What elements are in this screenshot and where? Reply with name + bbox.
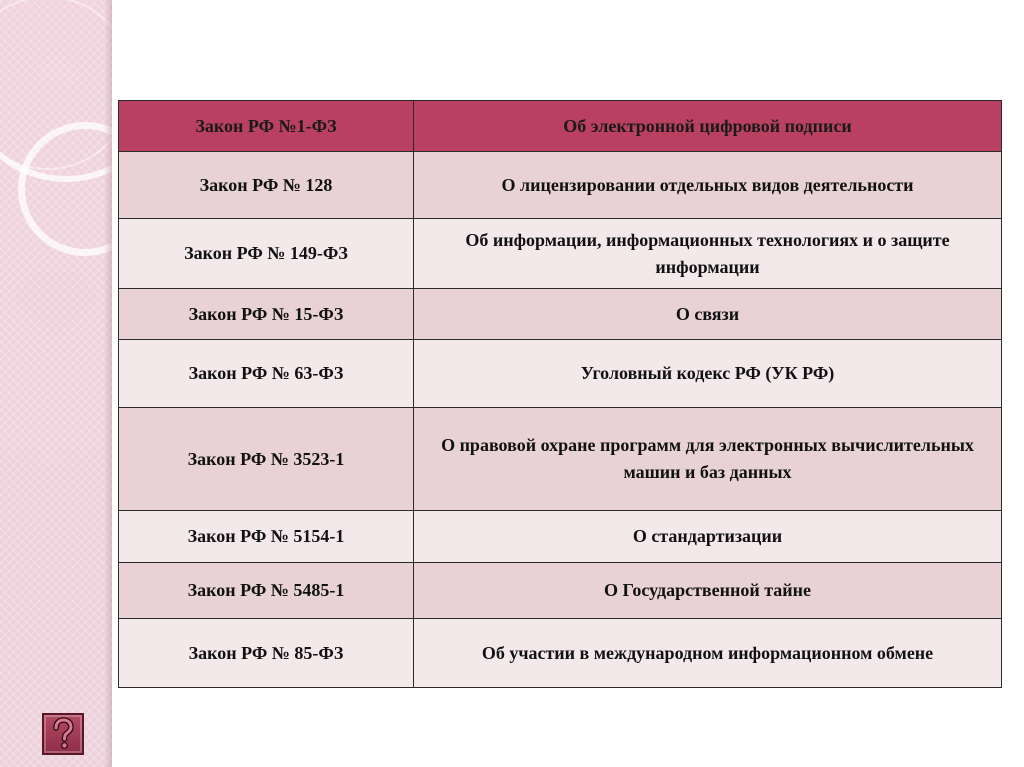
table-row bbox=[119, 511, 1002, 563]
law-number-cell: Закон РФ № 15-ФЗ bbox=[119, 289, 414, 340]
law-title-cell: О правовой охране программ для электронных вычислительных машин и баз данных bbox=[414, 408, 1002, 511]
law-title-cell: О связи bbox=[414, 289, 1002, 340]
law-number-cell: Закон РФ № 63-ФЗ bbox=[119, 340, 414, 408]
table-row bbox=[119, 619, 1002, 688]
law-number-cell: Закон РФ №1-ФЗ bbox=[119, 101, 414, 152]
table-row bbox=[119, 289, 1002, 340]
question-mark-icon bbox=[48, 717, 78, 751]
law-title-cell: Об информации, информационных технологиях и о защите информации bbox=[414, 219, 1002, 289]
law-number-cell: Закон РФ № 149-ФЗ bbox=[119, 219, 414, 289]
law-number-cell: Закон РФ № 128 bbox=[119, 152, 414, 219]
table-row bbox=[119, 340, 1002, 408]
table-row bbox=[119, 152, 1002, 219]
table-header-row bbox=[119, 101, 1002, 152]
law-number-cell: Закон РФ № 3523-1 bbox=[119, 408, 414, 511]
law-title-cell: О стандартизации bbox=[414, 511, 1002, 563]
decorative-side-band bbox=[0, 0, 112, 767]
laws-table bbox=[118, 100, 1002, 688]
law-title-cell: Об участии в международном информационном обмене bbox=[414, 619, 1002, 688]
law-title-cell: О лицензировании отдельных видов деятельности bbox=[414, 152, 1002, 219]
law-title-cell: Об электронной цифровой подписи bbox=[414, 101, 1002, 152]
help-button[interactable] bbox=[42, 713, 84, 755]
band-shadow bbox=[104, 0, 112, 767]
law-number-cell: Закон РФ № 5485-1 bbox=[119, 563, 414, 619]
table-row bbox=[119, 563, 1002, 619]
law-title-cell: Уголовный кодекс РФ (УК РФ) bbox=[414, 340, 1002, 408]
law-number-cell: Закон РФ № 85-ФЗ bbox=[119, 619, 414, 688]
law-number-cell: Закон РФ № 5154-1 bbox=[119, 511, 414, 563]
table-row bbox=[119, 408, 1002, 511]
table-row bbox=[119, 219, 1002, 289]
law-title-cell: О Государственной тайне bbox=[414, 563, 1002, 619]
